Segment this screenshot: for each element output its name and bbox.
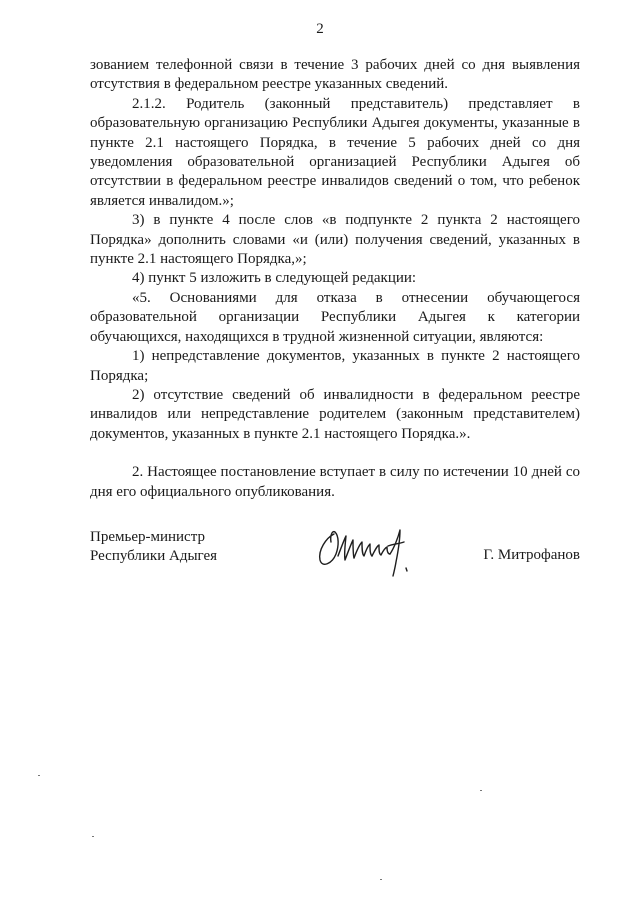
signatory-name: Г. Митрофанов xyxy=(483,547,580,563)
paragraph-2-1-2: 2.1.2. Родитель (законный представитель) представляет в образовательную организацию Республики Адыгея документы, указанные в пункте 2.1 настоящего Порядка, в течение 5 рабочих дней со дня уведомления образовательной организацией Республики Адыгея об отсутствии в федеральном реестре инвалидов сведений о том, что ребенок является инвалидом.»; xyxy=(90,95,580,209)
document-body xyxy=(90,56,580,502)
paragraph-subitem-1: 1) непредставление документов, указанных в пункте 2 настоящего Порядка; xyxy=(90,348,580,384)
scan-speck xyxy=(380,879,382,880)
paragraph-item-4: 4) пункт 5 изложить в следующей редакции: xyxy=(132,270,417,287)
page-number: 2 xyxy=(316,21,324,37)
scan-speck xyxy=(92,836,94,837)
paragraph-item-3: 3) в пункте 4 после слов «в подпункте 2 пункта 2 настоящего Порядка» дополнить словами «и (или) получения сведений, указанных в пункте 2.1 настоящего Порядка,»; xyxy=(90,212,580,268)
signatory-position-line-2: Республики Адыгея xyxy=(90,548,218,565)
signatory-position xyxy=(90,528,217,567)
scan-speck xyxy=(38,775,40,776)
paragraph-point-5: «5. Основаниями для отказа в отнесении обучающегося образовательной организации Республики Адыгея к категории обучающихся, находящихся в трудной жизненной ситуации, являются: xyxy=(90,289,580,345)
paragraph-continuation: зованием телефонной связи в течение 3 рабочих дней со дня выявления отсутствия в федеральном реестре указанных сведений. xyxy=(90,57,580,93)
paragraph-effective-date: 2. Настоящее постановление вступает в силу по истечении 10 дней со дня его официального опубликования. xyxy=(90,464,580,500)
paragraph-subitem-2: 2) отсутствие сведений об инвалидности в федеральном реестре инвалидов или непредставление родителем (законным представителем) документов, указанных в пункте 2.1 настоящего Порядка.». xyxy=(90,386,580,442)
handwritten-signature xyxy=(308,520,418,580)
signatory-position-line-1: Премьер-министр xyxy=(90,529,205,545)
scan-speck xyxy=(480,790,482,791)
